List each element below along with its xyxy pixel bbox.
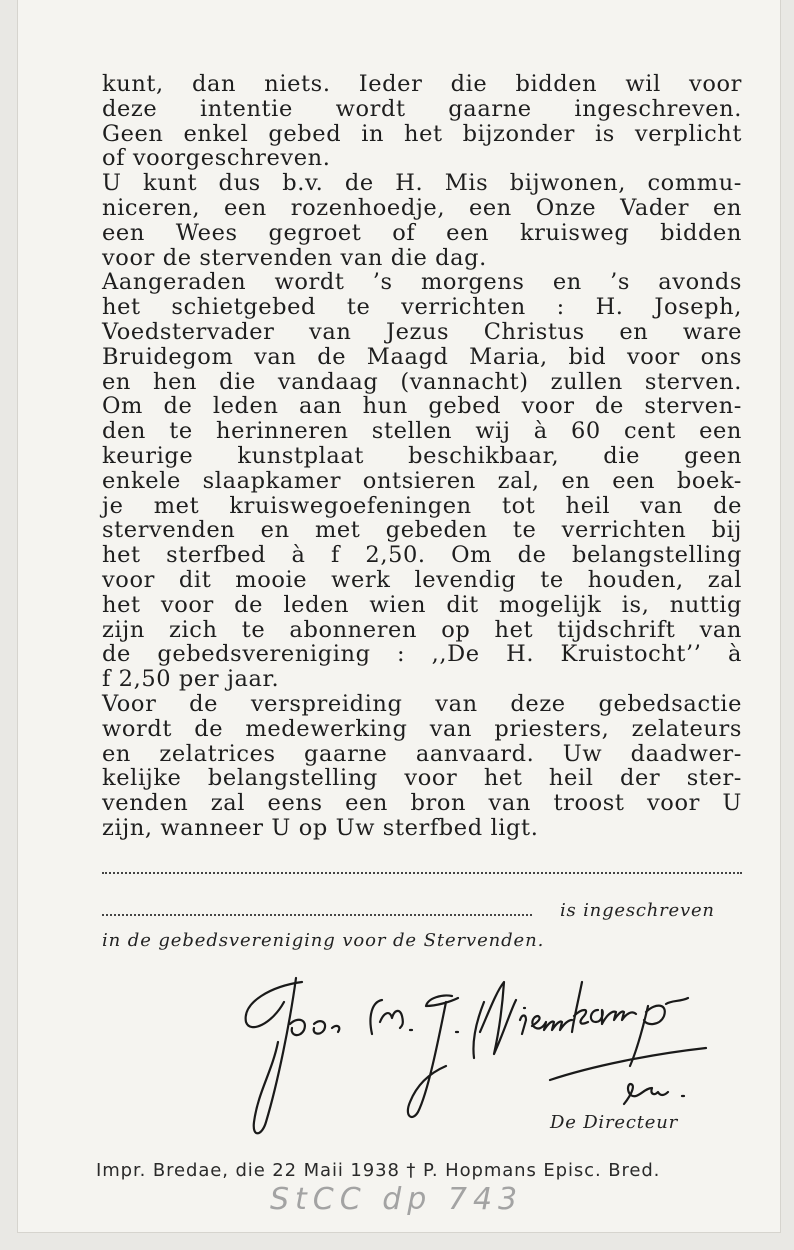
text-line: een Wees gegroet of een kruisweg bidden [102, 219, 742, 246]
text-line: Voedstervader van Jezus Christus en ware [102, 318, 742, 345]
text-line: U kunt dus b.v. de H. Mis bijwonen, commu- [102, 170, 742, 197]
text-line: niceren, een rozenhoedje, een Onze Vader en [102, 194, 742, 221]
text-line: voor dit mooie werk levendig te houden, zal [102, 566, 742, 593]
body-text [102, 72, 742, 841]
archive-mark: StCC dp 743 [270, 1182, 524, 1217]
text-line: het sterfbed à f 2,50. Om de belangstelling [102, 542, 742, 569]
text-line: wordt de medewerking van priesters, zelateurs [102, 715, 742, 742]
name-blank-line [102, 866, 742, 874]
text-line: en hen die vandaag (vannacht) zullen sterven. [102, 368, 742, 395]
text-line: het schietgebed te verrichten : H. Joseph, [102, 294, 742, 321]
imprimatur: Impr. Bredae, die 22 Maii 1938 † P. Hopmans Episc. Bred. [96, 1160, 661, 1181]
text-line: voor de stervenden van die dag. [102, 244, 487, 271]
text-line: Geen enkel gebed in het bijzonder is verplicht [102, 120, 742, 147]
text-line: den te herinneren stellen wij à 60 cent een [102, 418, 742, 445]
text-line: het voor de leden wien dit mogelijk is, nuttig [102, 591, 742, 618]
text-line: f 2,50 per jaar. [102, 666, 280, 693]
text-line: Voor de verspreiding van deze gebedsactie [102, 690, 742, 717]
text-line: de gebedsvereniging : ,,De H. Kruistocht’’ à [102, 641, 742, 668]
text-line: venden zal eens een bron van troost voor U [102, 790, 742, 817]
registration-suffix: is ingeschreven [560, 900, 715, 921]
text-line: enkele slaapkamer ontsieren zal, en een boek- [102, 467, 742, 494]
registration-association: in de gebedsvereniging voor de Stervenden. [102, 930, 545, 951]
text-line: kunt, dan niets. Ieder die bidden wil voor [102, 71, 742, 97]
text-line: Om de leden aan hun gebed voor de sterven- [102, 393, 742, 420]
text-line: keurige kunstplaat beschikbaar, die geen [102, 442, 742, 469]
signature-title: De Directeur [550, 1112, 679, 1133]
text-line: stervenden en met gebeden te verrichten bij [102, 517, 742, 544]
text-line: en zelatrices gaarne aanvaard. Uw daadwer- [102, 740, 742, 767]
name-blank-line-2 [102, 910, 532, 916]
registration-line [102, 900, 742, 921]
text-line: Bruidegom van de Maagd Maria, bid voor ons [102, 343, 742, 370]
text-line: deze intentie wordt gaarne ingeschreven. [102, 95, 742, 122]
text-line: zijn, wanneer U op Uw sterfbed ligt. [102, 814, 539, 841]
text-line: of voorgeschreven. [102, 145, 331, 172]
text-line: Aangeraden wordt ’s morgens en ’s avonds [102, 269, 742, 296]
text-line: zijn zich te abonneren op het tijdschrift van [102, 616, 742, 643]
text-line: kelijke belangstelling voor het heil der ster- [102, 765, 742, 792]
text-line: je met kruiswegoefeningen tot heil van de [102, 492, 742, 519]
